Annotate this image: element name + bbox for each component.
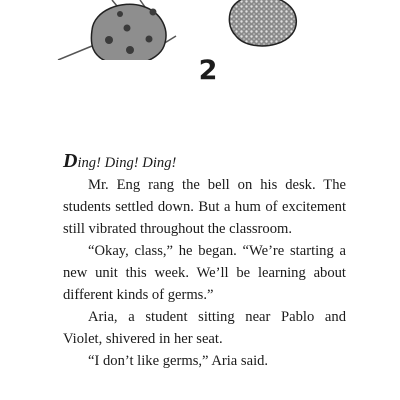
opening-line xyxy=(63,150,346,174)
chapter-number: 2 xyxy=(198,55,218,86)
round-germ-icon xyxy=(229,0,296,46)
opening-line-text: ing! Ding! Ding! xyxy=(77,155,177,171)
drop-cap: D xyxy=(63,150,78,172)
germ-illustration xyxy=(0,0,400,60)
spiky-germ-icon xyxy=(58,0,176,60)
paragraph: Aria, a student sitting near Pablo and Violet, shivered in her seat. xyxy=(63,309,346,347)
paragraph: Mr. Eng rang the bell on his desk. The students settled down. But a hum of excitement still vibrated throughout the classroom. xyxy=(63,177,346,237)
paragraph: “Okay, class,” he began. “We’re starting a new unit this week. We’ll be learning about different kinds of germs.” xyxy=(63,243,346,303)
story-text xyxy=(63,150,346,372)
paragraph: “I don’t like germs,” Aria said. xyxy=(88,353,269,369)
